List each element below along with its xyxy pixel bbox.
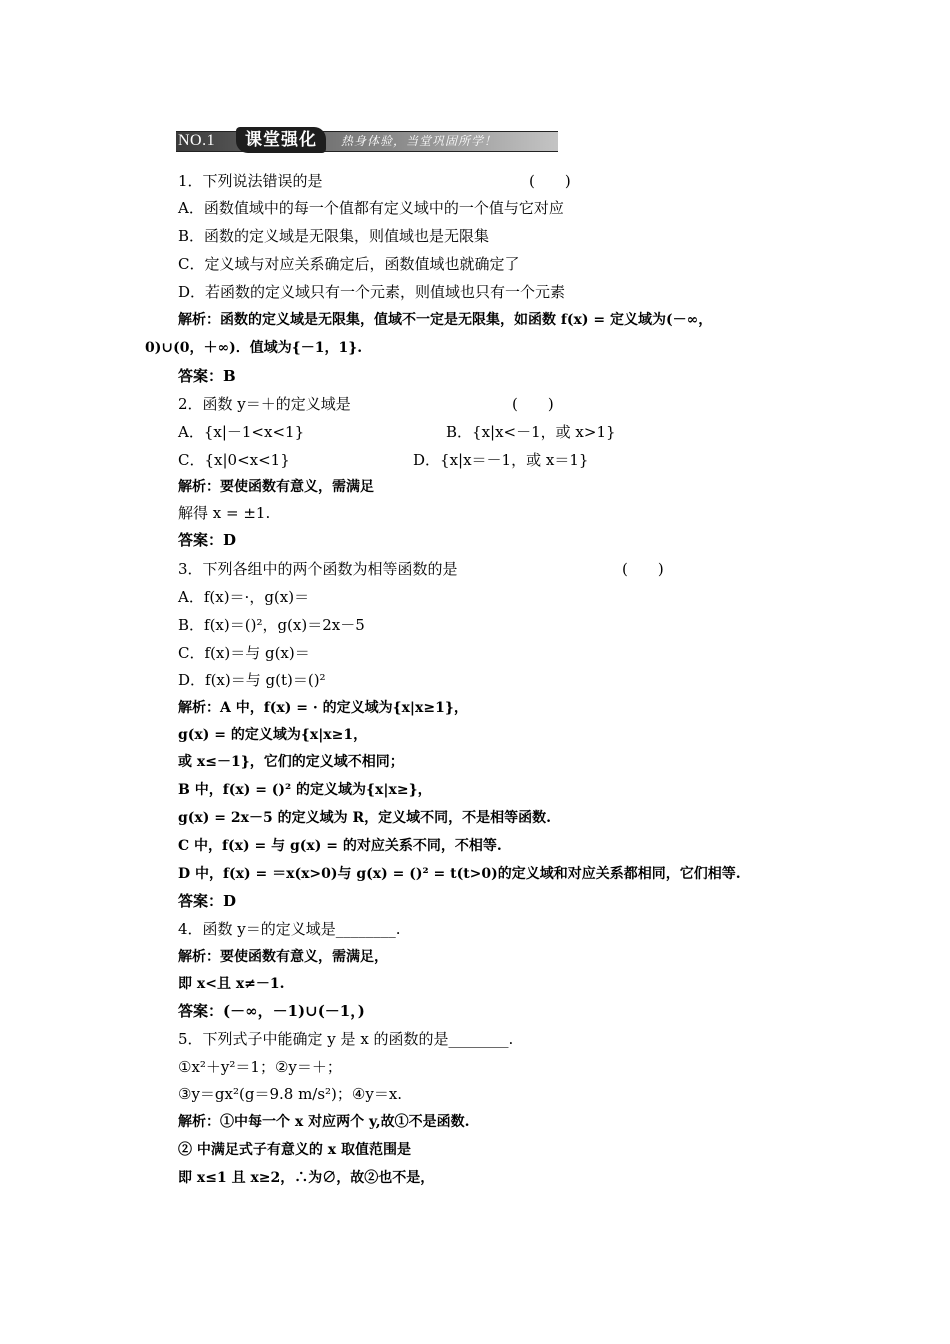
q2-option-a: A．{x|－1<x<1} xyxy=(178,423,305,441)
q1-answer: 答案：B xyxy=(178,367,236,385)
q2-stem: 2．函数 y＝＋的定义域是 xyxy=(178,395,351,413)
q2-option-b: B．{x|x<－1，或 x>1} xyxy=(446,423,616,441)
q3-option-a: A．f(x)＝·，g(x)＝ xyxy=(178,588,310,606)
q3-analysis-line3: 或 x≤－1}，它们的定义域不相同； xyxy=(178,754,404,770)
banner-title: 课堂强化 xyxy=(236,127,326,153)
q1-option-d: D．若函数的定义域只有一个元素，则值域也只有一个元素 xyxy=(178,283,566,301)
q3-analysis-line5: g(x) = 2x－5 的定义域为 R，定义域不同，不是相等函数. xyxy=(178,810,551,826)
q4-answer: 答案：(－∞，－1)∪(－1，) xyxy=(178,1002,365,1020)
q5-options-line2: ③y＝gx²(g＝9.8 m/s²)；④y＝x. xyxy=(178,1085,403,1103)
q3-analysis-line2: g(x) = 的定义域为{x|x≥1， xyxy=(178,727,368,743)
q3-answer-paren: ( ) xyxy=(622,560,664,578)
q1-answer-paren: ( ) xyxy=(529,172,571,190)
q3-stem: 3．下列各组中的两个函数为相等函数的是 xyxy=(178,560,458,578)
q2-option-d: D．{x|x＝－1，或 x＝1} xyxy=(413,451,589,469)
q3-analysis-line6: C 中，f(x) = 与 g(x) = 的对应关系不同，不相等. xyxy=(178,838,502,854)
q2-analysis-line1: 解析：要使函数有意义，需满足 xyxy=(178,479,374,495)
q3-option-c: C．f(x)＝与 g(x)＝ xyxy=(178,644,310,662)
q5-analysis-line1: 解析：①中每一个 x 对应两个 y,故①不是函数. xyxy=(178,1114,470,1130)
q5-analysis-line2: ② 中满足式子有意义的 x 取值范围是 xyxy=(178,1142,411,1158)
banner-number: NO.1 xyxy=(178,132,216,149)
q5-analysis-line3: 即 x≤1 且 x≥2，∴为∅，故②也不是， xyxy=(178,1170,435,1186)
q4-analysis-line2: 即 x<且 x≠－1. xyxy=(178,976,285,992)
q3-answer: 答案：D xyxy=(178,892,237,910)
q2-option-c: C．{x|0<x<1} xyxy=(178,451,290,469)
q1-analysis-line2: 0)∪(0，＋∞)．值域为{－1，1}. xyxy=(145,340,363,356)
q3-analysis-line4: B 中，f(x) = ()² 的定义域为{x|x≥}， xyxy=(178,782,432,798)
q3-option-d: D．f(x)＝与 g(t)＝()² xyxy=(178,671,326,689)
q4-stem: 4．函数 y＝的定义域是________. xyxy=(178,920,401,938)
q2-answer: 答案：D xyxy=(178,531,237,549)
q2-analysis-line2: 解得 x = ±1. xyxy=(178,504,271,522)
q5-stem: 5．下列式子中能确定 y 是 x 的函数的是________. xyxy=(178,1030,514,1048)
q1-option-a: A．函数值域中的每一个值都有定义域中的一个值与它对应 xyxy=(178,199,564,217)
q2-answer-paren: ( ) xyxy=(512,395,554,413)
banner-slogan: 热身体验，当堂巩固所学！ xyxy=(341,134,498,148)
section-banner xyxy=(176,127,558,153)
q3-analysis-line7: D 中，f(x) = ＝x(x>0)与 g(x) = ()² = t(t>0)的定义域和对应关系都相同，它们相等. xyxy=(178,866,741,882)
q1-option-c: C．定义域与对应关系确定后，函数值域也就确定了 xyxy=(178,255,520,273)
q3-analysis-line1: 解析：A 中，f(x) = · 的定义域为{x|x≥1}， xyxy=(178,700,468,716)
q3-option-b: B．f(x)＝()²，g(x)＝2x－5 xyxy=(178,616,365,634)
q1-option-b: B．函数的定义域是无限集，则值域也是无限集 xyxy=(178,227,490,245)
q1-analysis-line1: 解析：函数的定义域是无限集，值域不一定是无限集，如函数 f(x) = 定义域为(－∞， xyxy=(178,312,713,328)
q5-options-line1: ①x²＋y²＝1；②y＝＋； xyxy=(178,1058,342,1076)
q1-stem: 1．下列说法错误的是 xyxy=(178,172,323,190)
q4-analysis-line1: 解析：要使函数有意义，需满足， xyxy=(178,949,388,965)
